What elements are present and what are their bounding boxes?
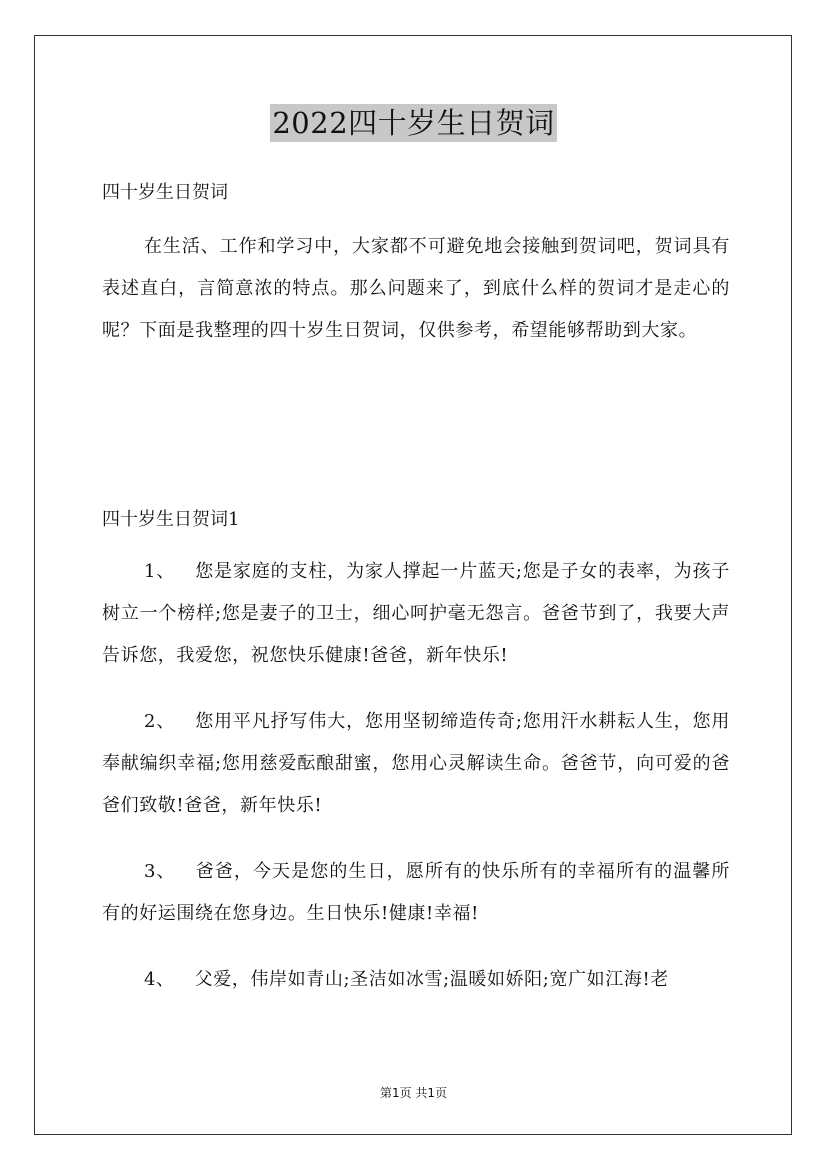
document-title-wrapper	[0, 104, 827, 142]
item-text: 父爱，伟岸如青山;圣洁如冰雪;温暖如娇阳;宽广如江海!老	[194, 969, 669, 990]
list-item	[102, 959, 730, 1001]
list-item	[102, 851, 730, 935]
item-number: 4、	[144, 969, 175, 990]
intro-section	[102, 226, 730, 352]
list-item	[102, 701, 730, 827]
document-title: 2022四十岁生日贺词	[272, 106, 555, 140]
subheading-section-1: 四十岁生日贺词1	[102, 509, 240, 530]
item-text: 您是家庭的支柱，为家人撑起一片蓝天;您是子女的表率，为孩子树立一个榜样;您是妻子的卫士，细心呵护毫无怨言。爸爸节到了，我要大声告诉您，我爱您，祝您快乐健康!爸爸，新年快乐!	[102, 561, 730, 666]
item-number: 2、	[144, 711, 176, 732]
intro-paragraph: 在生活、工作和学习中，大家都不可避免地会接触到贺词吧，贺词具有表述直白，言简意浓的特点。那么问题来了，到底什么样的贺词才是走心的呢？下面是我整理的四十岁生日贺词，仅供参考，希望能够帮助到大家。	[102, 236, 730, 341]
greetings-list	[102, 551, 730, 1025]
item-number: 1、	[144, 561, 176, 582]
list-item	[102, 551, 730, 677]
item-text: 您用平凡抒写伟大，您用坚韧缔造传奇;您用汗水耕耘人生，您用奉献编织幸福;您用慈爱酝酿甜蜜，您用心灵解读生命。爸爸节，向可爱的爸爸们致敬!爸爸，新年快乐!	[102, 711, 730, 816]
item-number: 3、	[144, 861, 176, 882]
subheading-main: 四十岁生日贺词	[102, 182, 228, 203]
page-footer: 第1页 共1页	[379, 1086, 448, 1100]
item-text: 爸爸，今天是您的生日，愿所有的快乐所有的幸福所有的温馨所有的好运围绕在您身边。生日快乐!健康!幸福!	[102, 861, 730, 924]
